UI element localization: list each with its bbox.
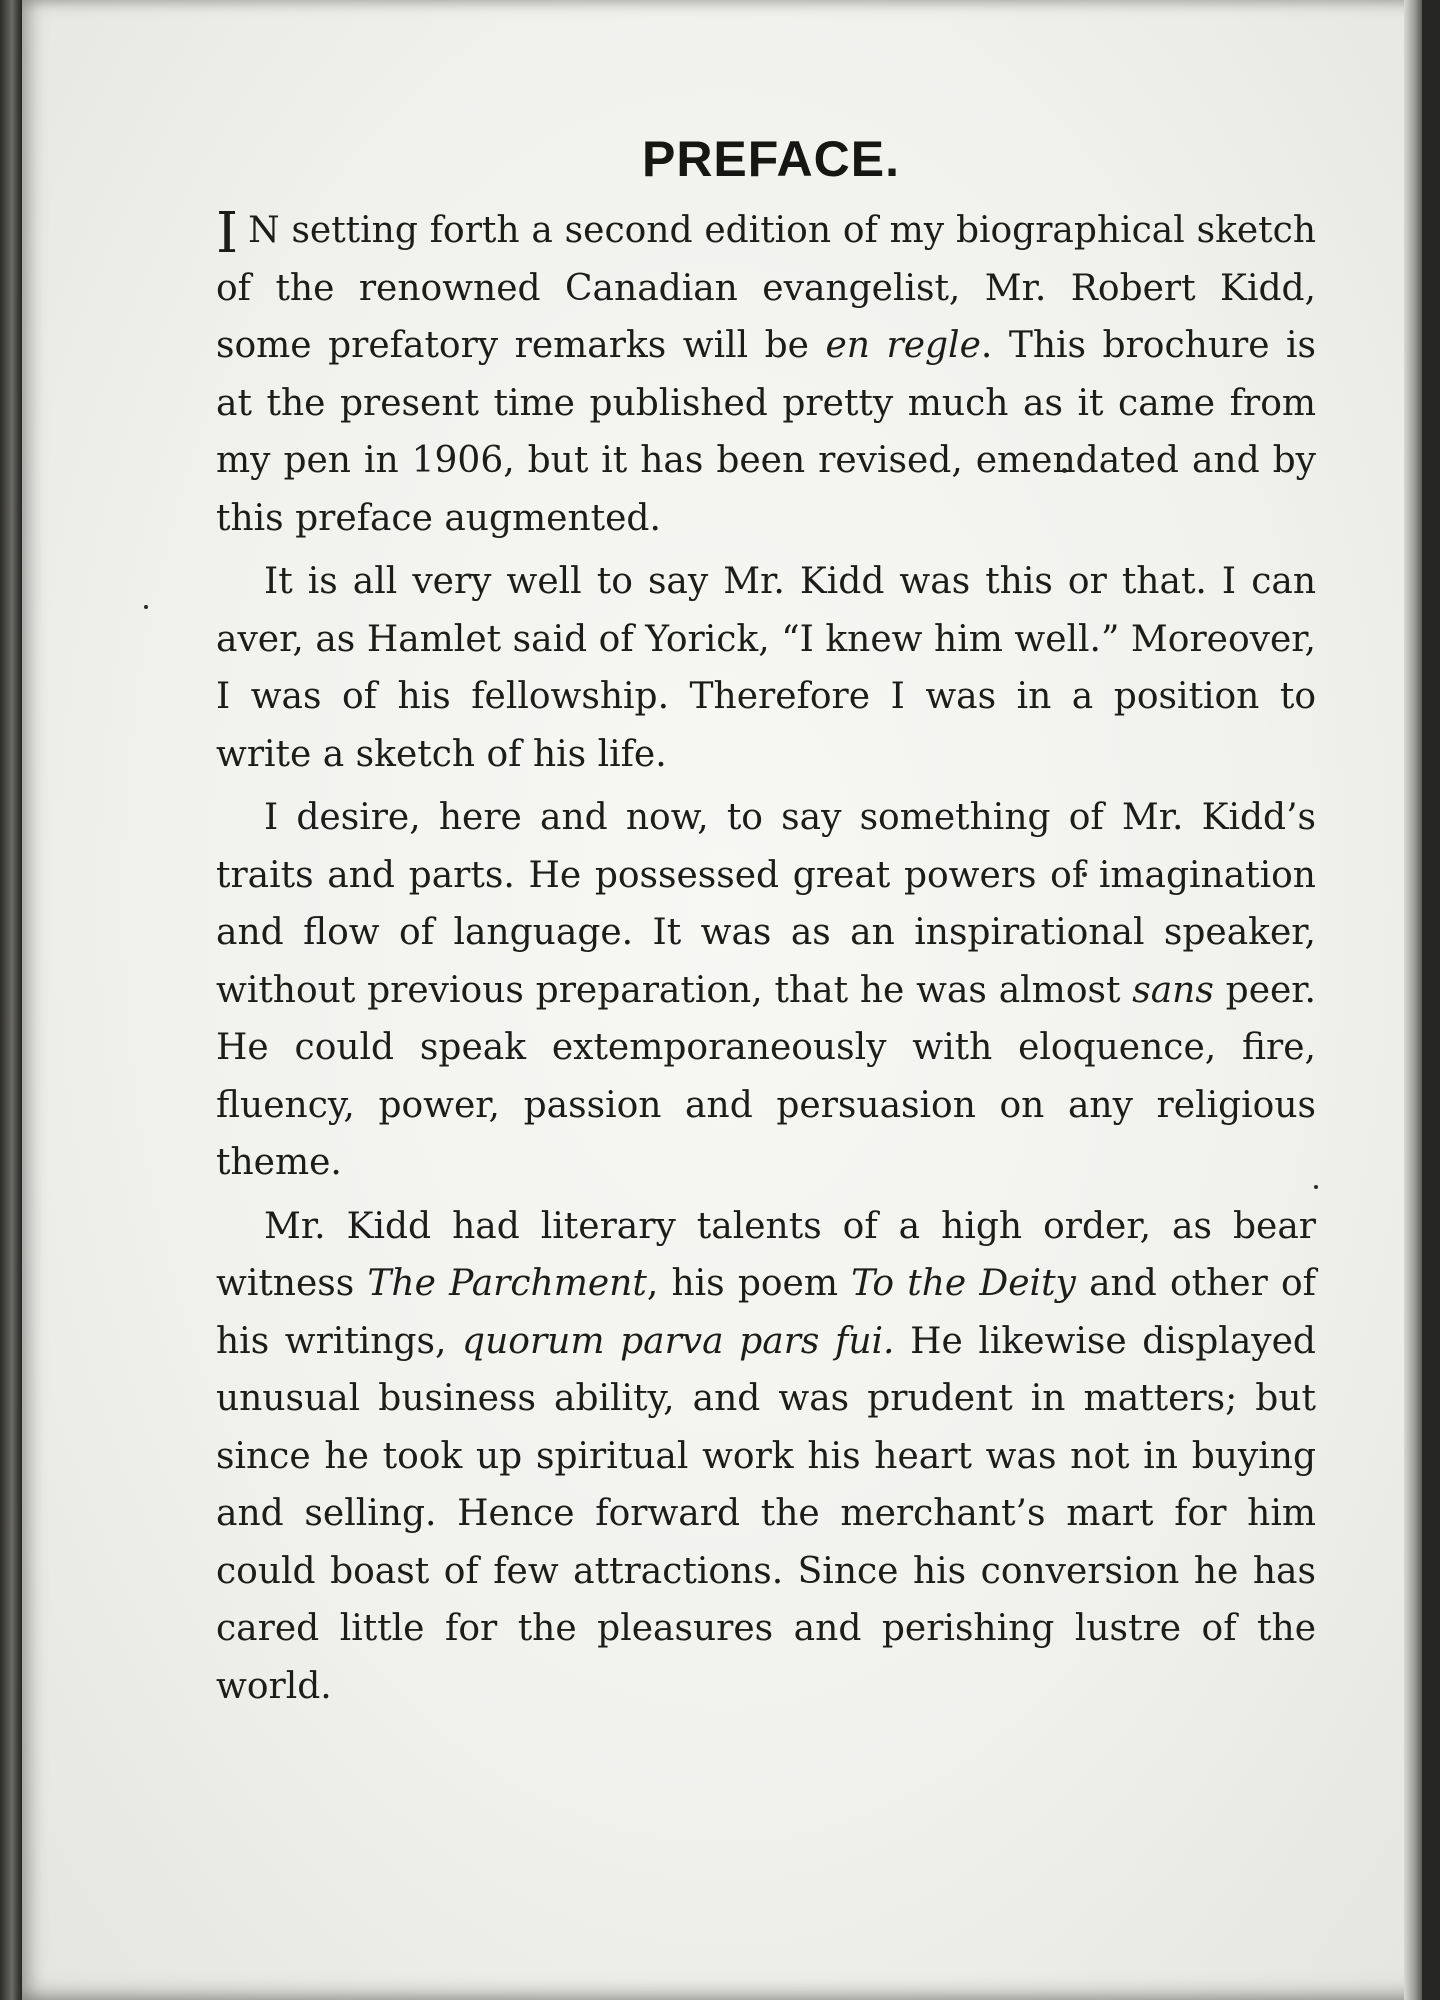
page-edge-shadow: [1404, 0, 1422, 2000]
page-content: [216, 130, 1316, 1715]
paragraph-text: He likewise displayed unusual business ability, and was prudent in matters; but since he took up spiritual work his heart was not in buying and selling. Hence forward the merchant’s mart for him could boast of few attractions. Since his conversion he has cared little for the pleasures and perishing lustre of the world.: [216, 1320, 1316, 1707]
paragraph-text: and other of his writings,: [216, 1263, 1316, 1362]
italic-phrase: sans: [1132, 969, 1214, 1011]
page-title: PREFACE.: [641, 131, 901, 187]
italic-phrase: en regle: [825, 325, 981, 366]
italic-title: To the Deity: [851, 1263, 1076, 1304]
paragraph-1: [216, 202, 1316, 547]
italic-title: The Parchment: [367, 1263, 647, 1304]
paragraph-text: I desire, here and now, to say something of Mr. Kidd’s traits and parts. He possessed great powers of imagination and flow of language. It was as an inspirational speaker, without previous preparation, that he was almost: [216, 797, 1316, 1011]
paragraph-text: N setting forth a second edition of my biographical sketch of the renowned Canadian evangelist, Mr. Robert Kidd, some prefatory remarks will be: [216, 210, 1316, 366]
drop-cap: I: [216, 201, 239, 266]
italic-phrase: quorum parva pars fui.: [462, 1320, 895, 1362]
paragraph-text: , his poem: [646, 1263, 852, 1304]
book-page: [22, 0, 1422, 2000]
paragraph-text: . This brochure is at the present time published pretty much as it came from my pen in 1906, but it has been revised, emendated and by this preface augmented.: [216, 325, 1317, 539]
paragraph-4: [216, 1198, 1316, 1716]
paragraph-text: peer. He could speak extemporaneously with eloquence, fire, fluency, power, passion and persuasion on any religious theme.: [216, 969, 1316, 1183]
paragraph-text: It is all very well to say Mr. Kidd was this or that. I can aver, as Hamlet said of Yorick, “I knew him well.” Moreover, I was of his fellowship. Therefore I was in a position to write a sketch of his life.: [216, 561, 1316, 775]
paragraph-2: [216, 553, 1316, 783]
ink-speck: [144, 605, 148, 609]
paragraph-text: Mr. Kidd had literary talents of a high order, as bear witness: [216, 1205, 1316, 1304]
paragraph-3: [216, 789, 1316, 1192]
